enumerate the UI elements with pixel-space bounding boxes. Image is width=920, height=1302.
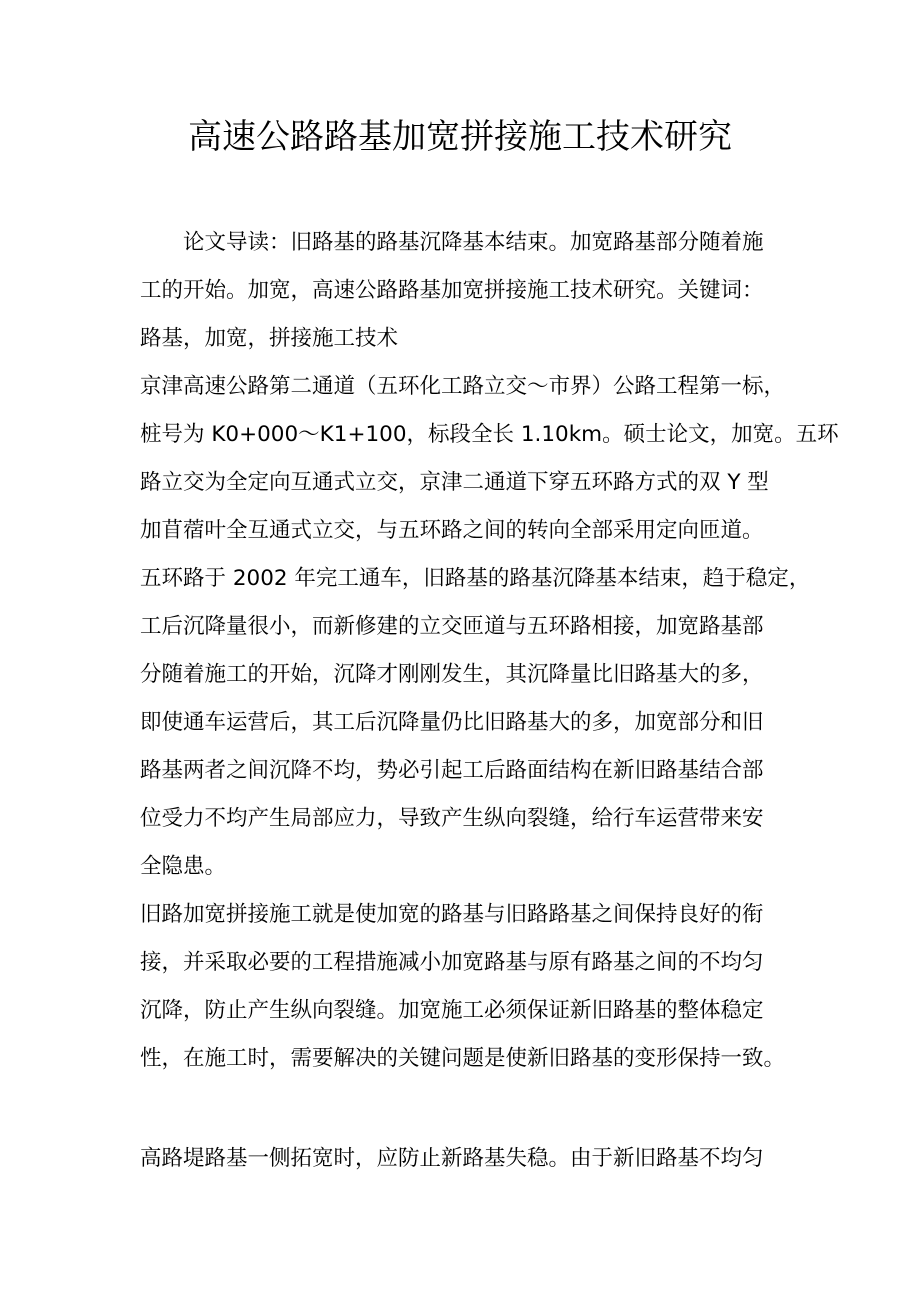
text-line: 接，并采取必要的工程措施减小加宽路基与原有路基之间的不均匀	[140, 950, 764, 975]
text-line: 京津高速公路第二通道（五环化工路立交～市界）公路工程第一标，	[140, 374, 786, 399]
document-body	[140, 219, 839, 1183]
paragraph-widening	[140, 891, 820, 1083]
text-line: 旧路加宽拼接施工就是使加宽的路基与旧路路基之间保持良好的衔	[140, 902, 764, 927]
text-line: 即使通车运营后，其工后沉降量仍比旧路基大的多，加宽部分和旧	[140, 710, 764, 735]
text-line: 分随着施工的开始，沉降才刚刚发生，其沉降量比旧路基大的多，	[140, 662, 764, 687]
text-line: 路基两者之间沉降不均，势必引起工后路面结构在新旧路基结合部	[140, 758, 764, 783]
text-line: 桩号为 K0+000～K1+100，标段全长 1.10km。硕士论文，加宽。五环	[140, 422, 839, 447]
paragraph-abstract	[140, 219, 820, 363]
text-line: 高路堤路基一侧拓宽时，应防止新路基失稳。由于新旧路基不均匀	[140, 1146, 764, 1171]
text-line: 工后沉降量很小，而新修建的立交匝道与五环路相接，加宽路基部	[140, 614, 764, 639]
text-line: 五环路于 2002 年完工通车，旧路基的路基沉降基本结束，趋于稳定，	[140, 566, 811, 591]
text-line: 全隐患。	[140, 854, 227, 879]
text-line: 性，在施工时，需要解决的关键问题是使新旧路基的变形保持一致。	[140, 1046, 786, 1071]
paragraph-spacer	[140, 1083, 820, 1135]
text-line: 路立交为全定向互通式立交，京津二通道下穿五环路方式的双 Y 型	[140, 470, 769, 495]
text-line: 论文导读：旧路基的路基沉降基本结束。加宽路基部分随着施	[183, 230, 764, 255]
text-line: 沉降，防止产生纵向裂缝。加宽施工必须保证新旧路基的整体稳定	[140, 998, 764, 1023]
paragraph-embankment	[140, 1135, 820, 1183]
text-line: 工的开始。加宽，高速公路路基加宽拼接施工技术研究。关键词：	[140, 278, 764, 303]
document-title: 高速公路路基加宽拼接施工技术研究	[188, 117, 732, 157]
text-line: 路基，加宽，拼接施工技术	[140, 326, 399, 351]
text-line: 加苜蓿叶全互通式立交，与五环路之间的转向全部采用定向匝道。	[140, 518, 764, 543]
paragraph-project	[140, 363, 839, 891]
text-line: 位受力不均产生局部应力，导致产生纵向裂缝，给行车运营带来安	[140, 806, 764, 831]
